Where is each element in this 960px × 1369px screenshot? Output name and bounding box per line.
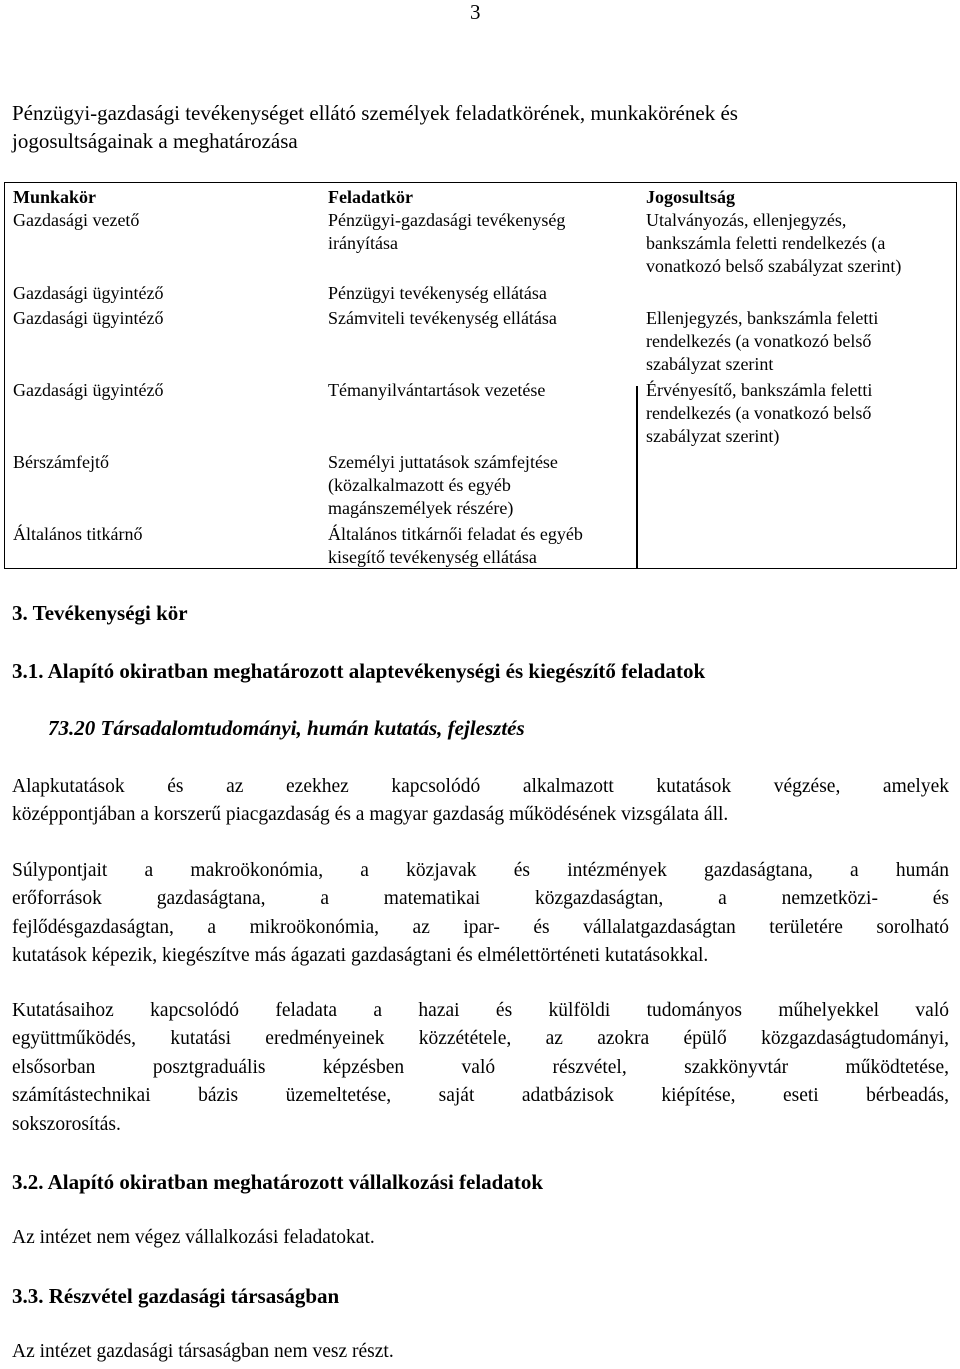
paragraph-line: középpontjában a korszerű piacgazdaság és a magyar gazdaság működésének vizsgálata áll. <box>12 804 729 826</box>
subsection-heading-3-1: 3.1. Alapító okiratban meghatározott alaptevékenységi és kiegészítő feladatok <box>12 659 706 683</box>
statement-text: Az intézet nem végez vállalkozási feladatokat. <box>12 1227 375 1248</box>
rights-line: Ellenjegyzés, bankszámla feletti <box>646 308 879 328</box>
task-line: Általános titkárnői feladat és egyéb <box>328 524 583 544</box>
header-feladatkor: Feladatkör <box>328 187 413 207</box>
subsection-heading-3-2: 3.2. Alapító okiratban meghatározott vállalkozási feladatok <box>12 1170 544 1194</box>
task-line: magánszemélyek részére) <box>328 498 514 518</box>
rights-line: Érvényesítő, bankszámla feletti <box>646 380 873 400</box>
header-munkakor: Munkakör <box>13 187 97 207</box>
table-row-task <box>328 451 628 520</box>
task-line: irányítása <box>328 233 398 253</box>
table-row-task <box>328 282 628 305</box>
table-row-role: Gazdasági ügyintéző <box>13 308 164 328</box>
paragraph-line: Súlypontjait a makroökonómia, a közjavak és intézmények gazdaságtana, a humán <box>12 860 949 881</box>
table-row-task <box>328 307 628 330</box>
task-line: Témanyilvántartások vezetése <box>328 380 546 400</box>
task-line: kisegítő tevékenység ellátása <box>328 547 537 567</box>
paragraph-line: kutatások képezik, kiegészítve más ágazati gazdaságtani és elmélettörténeti kutatásokkal. <box>12 945 709 967</box>
table-row-task <box>328 523 628 569</box>
task-line: Személyi juttatások számfejtése <box>328 452 558 472</box>
paragraph-line: elsősorban posztgraduális képzésben való részvétel, szakkönyvtár működtetése, <box>12 1056 949 1078</box>
task-line: (közalkalmazott és egyéb <box>328 475 511 495</box>
paragraph <box>12 857 949 971</box>
task-line: Pénzügyi tevékenység ellátása <box>328 283 547 303</box>
header-jogosultsag: Jogosultság <box>646 187 736 207</box>
title-line: jogosultságainak a meghatározása <box>12 129 298 153</box>
table-row-rights <box>646 209 952 278</box>
task-line: Pénzügyi-gazdasági tevékenység <box>328 210 566 230</box>
task-line: Számviteli tevékenység ellátása <box>328 308 557 328</box>
rights-line: rendelkezés (a vonatkozó belső <box>646 331 872 351</box>
table-row-role: Gazdasági vezető <box>13 210 140 230</box>
paragraph-line: Alapkutatások és az ezekhez kapcsolódó alkalmazott kutatások végzése, amelyek <box>12 776 949 797</box>
paragraph-line: együttműködés, kutatási eredményeinek közzététele, az azokra épülő közgazdaságtudományi, <box>12 1028 949 1050</box>
table-row-role: Általános titkárnő <box>13 524 143 544</box>
title-line: Pénzügyi-gazdasági tevékenységet ellátó személyek feladatkörének, munkakörének és <box>12 101 738 125</box>
paragraph-line: számítástechnikai bázis üzemeltetése, saját adatbázisok kiépítése, eseti bérbeadás, <box>12 1085 949 1107</box>
page-number: 3 <box>470 0 481 24</box>
table-row-rights <box>646 379 952 448</box>
table-row-rights <box>646 307 952 376</box>
paragraph-line: erőforrások gazdaságtana, a matematikai közgazdaságtan, a nemzetközi- és <box>12 888 949 910</box>
table-row-role: Gazdasági ügyintéző <box>13 283 164 303</box>
roles-table <box>4 182 957 569</box>
rights-line: Utalványozás, ellenjegyzés, <box>646 210 847 230</box>
statement-text: Az intézet gazdasági társaságban nem vesz részt. <box>12 1341 394 1362</box>
rights-line: szabályzat szerint) <box>646 426 780 446</box>
rights-line: szabályzat szerint <box>646 354 774 374</box>
rights-line: rendelkezés (a vonatkozó belső <box>646 403 872 423</box>
subsection-heading-3-3: 3.3. Részvétel gazdasági társaságban <box>12 1284 340 1308</box>
table-row-task <box>328 209 628 255</box>
paragraph <box>12 997 949 1139</box>
rights-line: bankszámla feletti rendelkezés (a <box>646 233 886 253</box>
rights-line: vonatkozó belső szabályzat szerint) <box>646 256 902 276</box>
table-row-role: Bérszámfejtő <box>13 452 109 472</box>
paragraph-line: fejlődésgazdaságtan, a mikroökonómia, az ipar- és vállalatgazdaságtan területére sorolható <box>12 916 949 938</box>
column-divider <box>636 386 638 568</box>
paragraph-line: sokszorosítás. <box>12 1113 121 1135</box>
table-row-task <box>328 379 628 402</box>
paragraph <box>12 773 949 830</box>
table-row-role: Gazdasági ügyintéző <box>13 380 164 400</box>
document-title <box>12 99 942 155</box>
activity-heading: 73.20 Társadalomtudományi, humán kutatás, fejlesztés <box>48 716 525 740</box>
section-heading: 3. Tevékenységi kör <box>12 601 188 625</box>
paragraph-line: Kutatásaihoz kapcsolódó feladata a hazai és külföldi tudományos műhelyekkel való <box>12 1000 949 1021</box>
